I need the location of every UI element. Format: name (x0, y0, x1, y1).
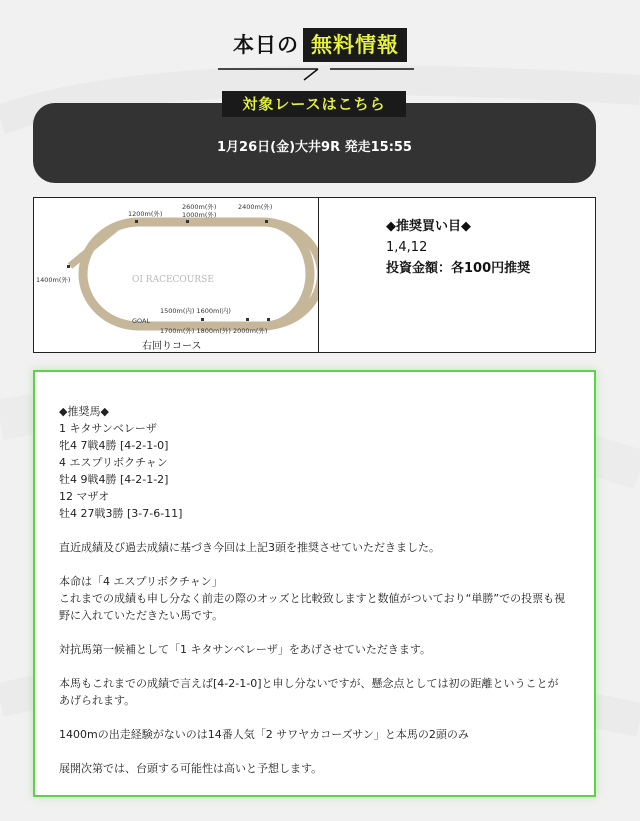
paragraph: あげられます。 (59, 694, 136, 707)
label-1200: 1200m(外) (128, 210, 163, 218)
horses-heading: ◆推奨馬◆ (59, 405, 109, 418)
course-name: OI RACECOURSE (132, 275, 214, 285)
paragraph: これまでの成績も申し分なく前走の際のオッズと比較致しますと数値がついており“単勝”での投票も視 (59, 592, 566, 605)
paragraph: 本命は「4 エスプリボクチャン」 (59, 575, 223, 588)
recommend-amount: 投資金額：各100円推奨 (386, 261, 531, 276)
label-1400: 1400m(外) (36, 276, 71, 284)
label-1500-1600: 1500m(内) 1600m(内) (160, 307, 231, 315)
horse-name: 4 エスプリボクチャン (59, 456, 168, 469)
paragraph: 本馬もこれまでの成績で言えば[4-2-1-0]と申し分ないですが、懸念点としては初の距離ということが (59, 677, 559, 690)
race-info: 1月26日(金)大井9R 発走15:55 (217, 140, 412, 155)
label-1000: 1000m(外) (182, 211, 217, 219)
label-2600: 2600m(外) (182, 203, 217, 211)
box-divider (318, 198, 319, 352)
goal-label: GOAL (132, 317, 151, 325)
title-decoration (0, 0, 640, 90)
paragraph: 1400mの出走経験がないのは14番人気「2 サワヤカコーズサン」と本馬の2頭のみ (59, 728, 469, 741)
paragraph: 野に入れていただきたい馬です。 (59, 609, 224, 622)
race-detail-box (33, 197, 596, 353)
title-prefix: 本日の (233, 33, 299, 57)
horse-name: 12 マザオ (59, 490, 110, 503)
paragraph: 対抗馬第一候補として「1 キタサンベレーザ」をあげさせていただきます。 (59, 643, 431, 656)
paragraph: 直近成績及び過去成績に基づき今回は上記3頭を推奨させていただきました。 (59, 541, 440, 554)
horse-record: 牡4 27戦3勝 [3-7-6-11] (59, 507, 183, 520)
horse-record: 牡4 9戦4勝 [4-2-1-2] (59, 473, 169, 486)
horse-record: 牝4 7戦4勝 [4-2-1-0] (59, 439, 169, 452)
recommend-numbers: 1,4,12 (386, 240, 428, 255)
recommend-section (386, 216, 530, 279)
label-2400: 2400m(外) (238, 203, 273, 211)
analysis-text (59, 403, 579, 777)
horse-name: 1 キタサンベレーザ (59, 422, 157, 435)
title-highlight: 無料情報 (303, 28, 407, 62)
analysis-box (33, 370, 596, 797)
label-1700-2000: 1700m(外) 1800m(外) 2000m(外) (160, 327, 268, 335)
course-map (34, 198, 318, 354)
course-caption: 右回りコース (142, 341, 202, 352)
recommend-heading: ◆推奨買い目◆ (386, 219, 471, 234)
paragraph: 展開次第では、台頭する可能性は高いと予想します。 (59, 762, 323, 775)
banner-label: 対象レースはこちら (222, 91, 406, 117)
